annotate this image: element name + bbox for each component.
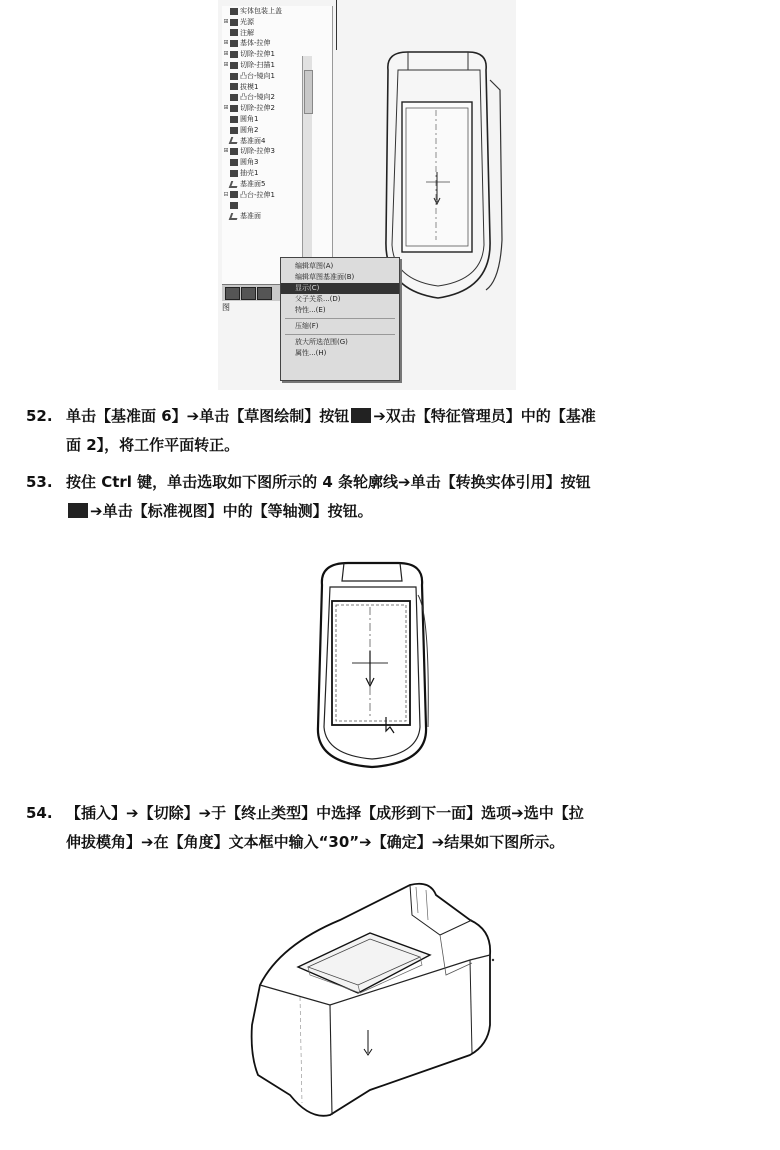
- feature-tree-item[interactable]: [222, 200, 332, 211]
- feature-tree-item[interactable]: [222, 114, 332, 125]
- feature-tree-label: 凸台-拉伸1: [240, 190, 275, 199]
- feature-icon: [230, 62, 238, 69]
- feature-tree-item[interactable]: [222, 6, 332, 17]
- step-54: [26, 799, 756, 857]
- part-isometric-drawing: [240, 875, 510, 1125]
- feature-tree-label: 圆角1: [240, 114, 259, 123]
- context-menu-item[interactable]: 显示(C): [281, 283, 399, 294]
- step-52: [26, 402, 756, 460]
- feature-tree-label: 实体包装上盖: [240, 7, 282, 15]
- feature-icon: [230, 8, 238, 15]
- feature-icon: [230, 40, 238, 47]
- scroll-thumb[interactable]: [304, 70, 313, 114]
- sketch-button-icon: [351, 408, 371, 423]
- feature-tree-item[interactable]: [222, 71, 332, 82]
- context-menu-item[interactable]: 父子关系...(D): [295, 295, 341, 303]
- feature-tree-item[interactable]: [222, 211, 332, 222]
- feature-tree-label: 凸台-镜向2: [240, 93, 275, 102]
- feature-icon: [230, 105, 238, 112]
- plane-icon: [229, 181, 240, 188]
- feature-tree-item[interactable]: [222, 157, 332, 168]
- feature-tree: [222, 6, 333, 292]
- plane-icon: [229, 213, 240, 220]
- context-menu-item[interactable]: 属性...(H): [295, 349, 327, 357]
- context-menu-item[interactable]: 特性...(E): [295, 306, 326, 314]
- context-menu-item[interactable]: 放大所选范围(G): [295, 338, 348, 346]
- feature-tree-label: 基准面: [240, 212, 261, 221]
- expand-toggle-icon[interactable]: ⊞: [223, 50, 229, 58]
- context-menu: [280, 257, 400, 381]
- feature-icon: [230, 202, 238, 209]
- feature-icon: [230, 19, 238, 26]
- step-number: 52.: [26, 407, 53, 425]
- feature-tree-item[interactable]: [222, 190, 332, 201]
- feature-tree-label: 基准面5: [240, 179, 266, 188]
- feature-tree-label: 凸台-镜向1: [240, 71, 275, 80]
- feature-tree-list: [222, 6, 332, 222]
- feature-manager-tab-icon[interactable]: [225, 287, 240, 300]
- expand-toggle-icon[interactable]: ⊞: [223, 39, 229, 47]
- feature-tree-label: 切除-拉伸2: [240, 104, 275, 113]
- step-53: [26, 468, 756, 526]
- expand-toggle-icon[interactable]: ⊞: [223, 104, 229, 112]
- convert-entities-button-icon: [68, 503, 88, 518]
- tree-scrollbar[interactable]: [302, 56, 312, 286]
- feature-tree-item[interactable]: [222, 136, 332, 147]
- expand-toggle-icon[interactable]: ⊞: [223, 17, 229, 25]
- feature-icon: [230, 170, 238, 177]
- viewport-divider: [336, 0, 337, 50]
- feature-tree-item[interactable]: [222, 17, 332, 28]
- part-outline-drawing: [300, 555, 445, 770]
- plane-icon: [229, 137, 240, 144]
- menu-separator: [285, 318, 395, 319]
- feature-icon: [230, 127, 238, 134]
- expand-toggle-icon[interactable]: ⊞: [223, 147, 229, 155]
- feature-tree-label: 切除-扫描1: [240, 60, 275, 69]
- feature-manager-screenshot: [218, 0, 516, 390]
- feature-icon: [230, 73, 238, 80]
- feature-icon: [230, 116, 238, 123]
- feature-icon: [230, 83, 238, 90]
- feature-tree-label: 切除-拉伸1: [240, 50, 275, 59]
- context-menu-item[interactable]: 压缩(F): [295, 322, 319, 330]
- feature-tree-item[interactable]: [222, 49, 332, 60]
- expand-toggle-icon[interactable]: ⊞: [223, 60, 229, 68]
- context-menu-list: [281, 258, 399, 359]
- feature-tree-label: 基体-拉伸: [240, 39, 271, 48]
- feature-icon: [230, 159, 238, 166]
- step-text: 伸拔模角】➔在【角度】文本框中输入“30”➔【确定】➔结果如下图所示。: [66, 833, 565, 851]
- status-label: 图: [222, 303, 230, 312]
- property-manager-tab-icon[interactable]: [241, 287, 256, 300]
- feature-tree-item[interactable]: [222, 168, 332, 179]
- menu-separator: [285, 334, 395, 335]
- step-number: 53.: [26, 473, 53, 491]
- step-text: ➔双击【特征管理员】中的【基准: [373, 407, 596, 425]
- feature-icon: [230, 191, 238, 198]
- feature-tree-item[interactable]: [222, 38, 332, 49]
- feature-icon: [230, 51, 238, 58]
- feature-tree-label: 切除-拉伸3: [240, 147, 275, 156]
- feature-tree-item[interactable]: [222, 103, 332, 114]
- feature-tree-item[interactable]: [222, 28, 332, 39]
- feature-tree-label: 光源: [240, 17, 254, 26]
- feature-tree-label: 基准面4: [240, 136, 266, 145]
- feature-tree-item[interactable]: [222, 82, 332, 93]
- step-text: 【插入】➔【切除】➔于【终止类型】中选择【成形到下一面】选项➔选中【拉: [66, 804, 584, 822]
- step-text: 面 2】，将工作平面转正。: [66, 436, 240, 454]
- context-menu-item[interactable]: 编辑草图基准面(B): [295, 273, 355, 281]
- feature-tree-item[interactable]: [222, 179, 332, 190]
- feature-tree-label: 圆角3: [240, 158, 259, 167]
- feature-tree-item[interactable]: [222, 125, 332, 136]
- feature-icon: [230, 94, 238, 101]
- feature-tree-item[interactable]: [222, 92, 332, 103]
- expand-toggle-icon[interactable]: ⊟: [223, 190, 229, 198]
- feature-tree-item[interactable]: [222, 60, 332, 71]
- step-text: 按住 Ctrl 键，单击选取如下图所示的 4 条轮廓线➔单击【转换实体引用】按钮: [66, 473, 591, 491]
- figure-isometric-result: [240, 875, 510, 1125]
- step-text: ➔单击【标准视图】中的【等轴测】按钮。: [90, 502, 373, 520]
- configuration-manager-tab-icon[interactable]: [257, 287, 272, 300]
- feature-icon: [230, 29, 238, 36]
- feature-tree-label: 拔模1: [240, 82, 259, 91]
- figure-front-view: [300, 555, 445, 770]
- feature-icon: [230, 148, 238, 155]
- step-text: 单击【基准面 6】➔单击【草图绘制】按钮: [66, 407, 350, 425]
- feature-tree-label: 圆角2: [240, 125, 259, 134]
- feature-tree-item[interactable]: [222, 146, 332, 157]
- feature-tree-label: 注解: [240, 28, 254, 37]
- context-menu-item[interactable]: 编辑草图(A): [295, 262, 334, 270]
- step-number: 54.: [26, 804, 53, 822]
- feature-tree-label: 抽壳1: [240, 168, 259, 177]
